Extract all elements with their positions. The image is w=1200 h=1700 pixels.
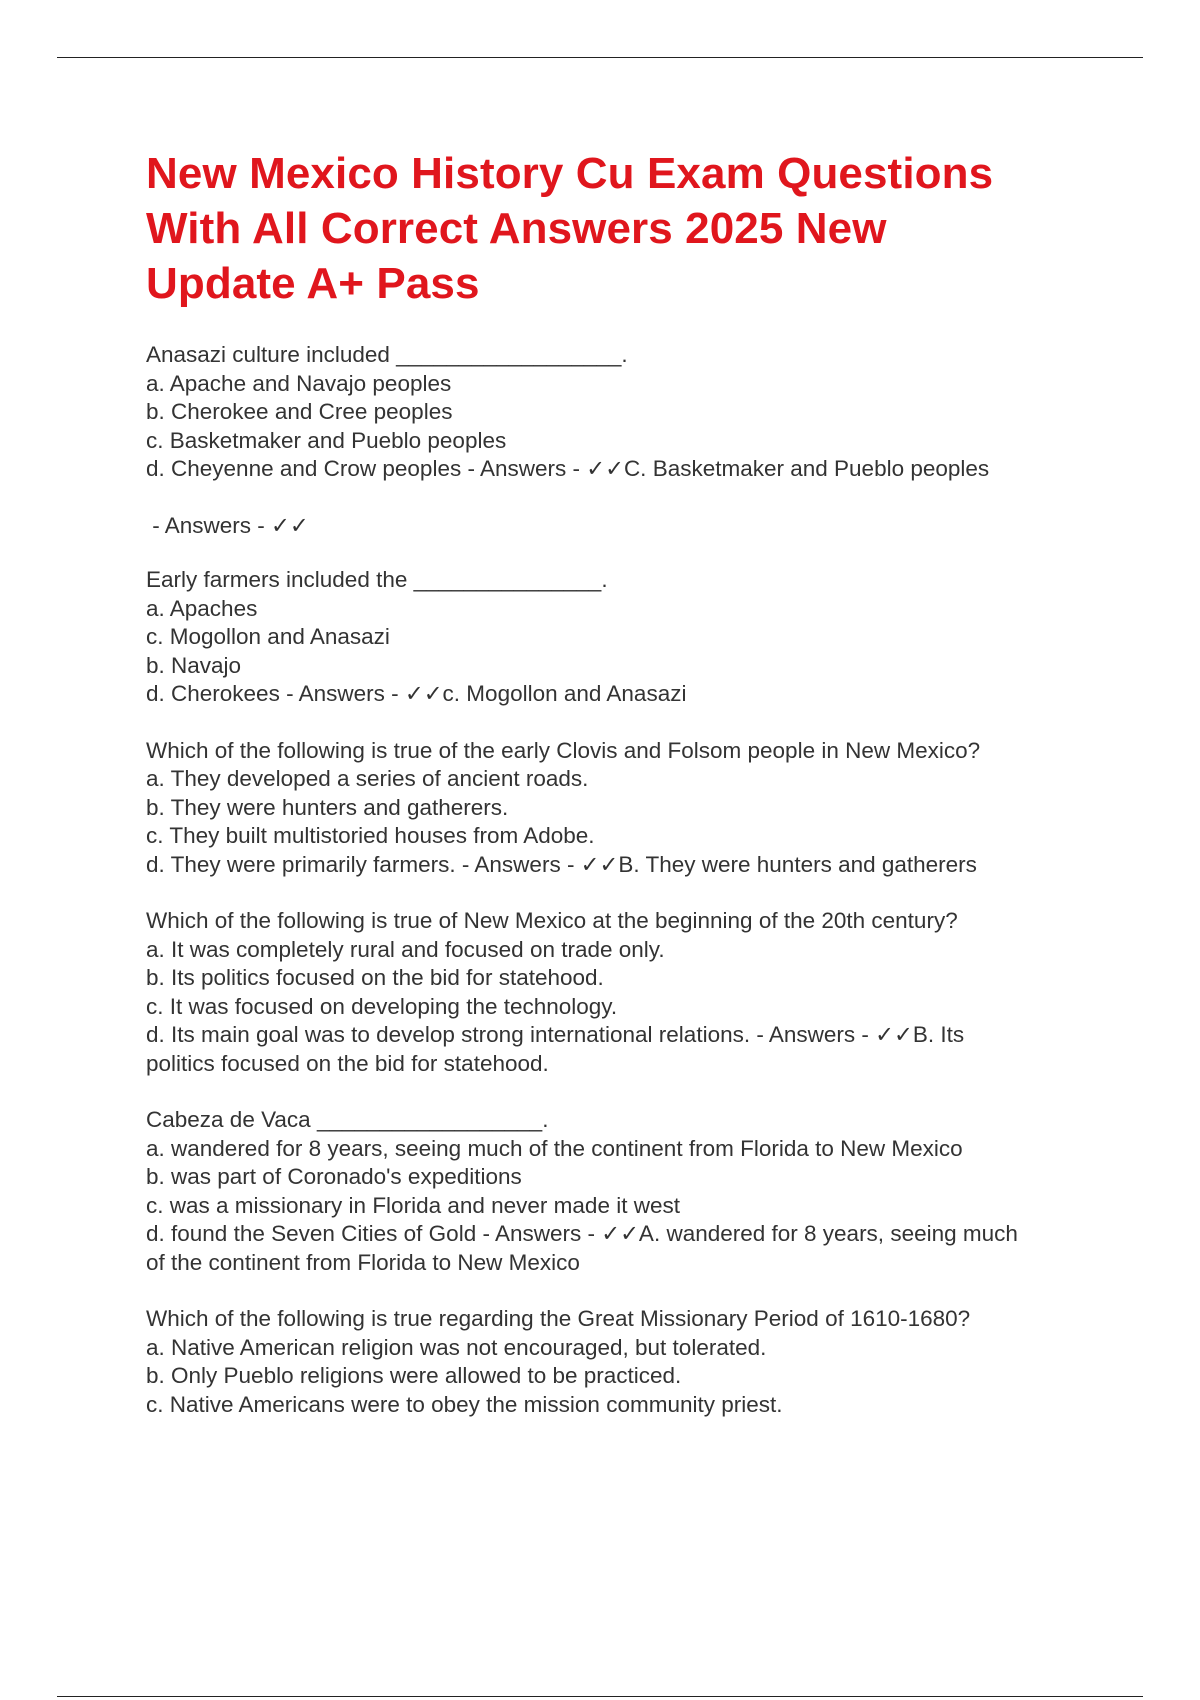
question-text: Which of the following is true regarding the Great Missionary Period of 1610-1680?: [146, 1306, 971, 1331]
option-b: b. Its politics focused on the bid for statehood.: [146, 965, 604, 990]
option-a: a. It was completely rural and focused on trade only.: [146, 936, 665, 962]
answer-continuation: of the continent from Florida to New Mexico: [146, 1249, 580, 1275]
option-c: c. Native Americans were to obey the mission community priest.: [146, 1391, 783, 1417]
question-block-3: [146, 737, 1106, 880]
answer-continuation: politics focused on the bid for statehood.: [146, 1050, 549, 1076]
option-d-with-answer: d. found the Seven Cities of Gold - Answers - ✓✓A. wandered for 8 years, seeing much: [146, 1221, 1018, 1246]
question-text: Which of the following is true of the early Clovis and Folsom people in New Mexico?: [146, 737, 981, 763]
answer-line: - Answers - ✓✓: [146, 512, 309, 538]
option-c: c. They built multistoried houses from Adobe.: [146, 823, 595, 848]
option-b: b. They were hunters and gatherers.: [146, 794, 509, 820]
title-line: Update A+ Pass: [146, 259, 480, 308]
question-block-5: [146, 1106, 1106, 1277]
option-b: b. Only Pueblo religions were allowed to be practiced.: [146, 1363, 682, 1388]
option-d-with-answer: d. Cherokees - Answers - ✓✓c. Mogollon and Anasazi: [146, 681, 687, 706]
question-text: Early farmers included the _______________.: [146, 567, 608, 592]
option-a: a. Native American religion was not encouraged, but tolerated.: [146, 1334, 767, 1360]
option-d-with-answer: d. Its main goal was to develop strong international relations. - Answers - ✓✓B. Its: [146, 1022, 965, 1047]
option-c: c. Basketmaker and Pueblo peoples: [146, 427, 507, 453]
option-a: a. Apache and Navajo peoples: [146, 370, 452, 396]
document-title: [146, 146, 1106, 311]
question-text: Which of the following is true of New Mexico at the beginning of the 20th century?: [146, 908, 958, 933]
question-text: Anasazi culture included __________________.: [146, 342, 628, 367]
document-content: [146, 146, 1106, 1419]
option-d-with-answer: d. They were primarily farmers. - Answers - ✓✓B. They were hunters and gatherers: [146, 851, 977, 877]
option-c: c. It was focused on developing the technology.: [146, 993, 618, 1019]
question-block-6: [146, 1305, 1106, 1419]
answer-only-block: [146, 512, 1106, 541]
questions-list: [146, 341, 1106, 1419]
option-d-with-answer: d. Cheyenne and Crow peoples - Answers - ✓✓C. Basketmaker and Pueblo peoples: [146, 456, 990, 481]
option-a: a. Apaches: [146, 595, 258, 621]
option-b: b. was part of Coronado's expeditions: [146, 1164, 522, 1189]
title-line: New Mexico History Cu Exam Questions: [146, 149, 994, 198]
top-page-rule: [57, 57, 1143, 58]
option-b: b. Navajo: [146, 652, 242, 678]
option-c: c. Mogollon and Anasazi: [146, 624, 390, 649]
title-line: With All Correct Answers 2025 New: [146, 204, 887, 253]
option-b: b. Cherokee and Cree peoples: [146, 399, 453, 424]
option-a: a. They developed a series of ancient roads.: [146, 766, 589, 791]
question-block-4: [146, 907, 1106, 1078]
option-c: c. was a missionary in Florida and never made it west: [146, 1192, 680, 1218]
option-a: a. wandered for 8 years, seeing much of the continent from Florida to New Mexico: [146, 1135, 963, 1161]
question-block-2: [146, 566, 1106, 709]
bottom-page-rule: [57, 1696, 1143, 1697]
question-text: Cabeza de Vaca __________________.: [146, 1107, 549, 1132]
question-block-1: [146, 341, 1106, 484]
